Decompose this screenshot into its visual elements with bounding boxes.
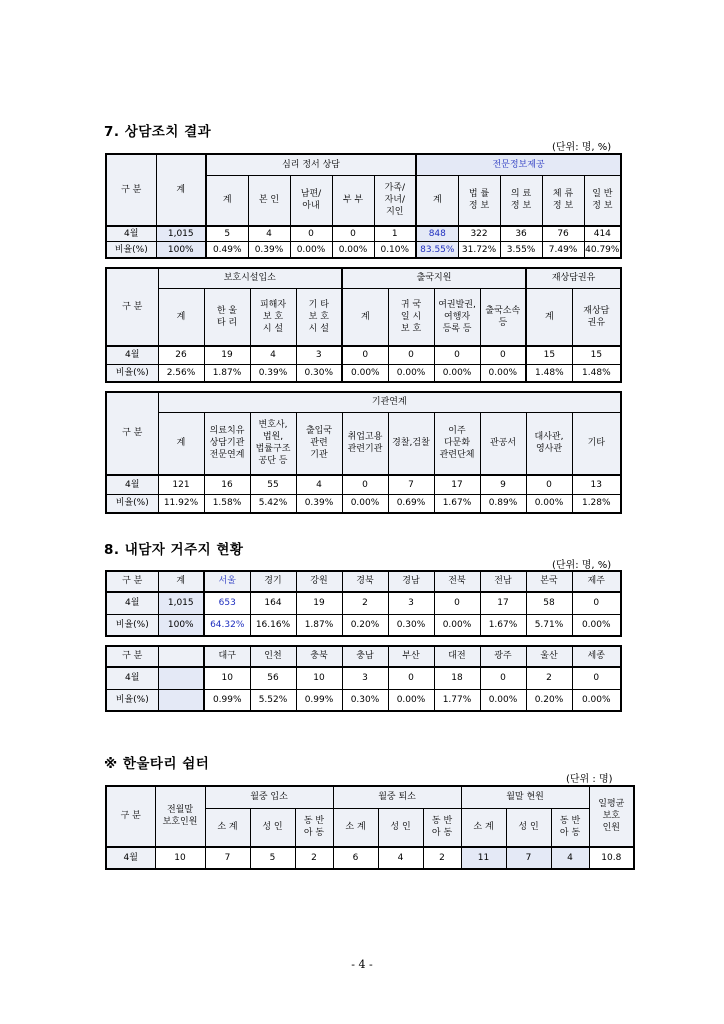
column-header: 서울 <box>204 571 250 592</box>
table-cell: 0 <box>342 346 388 364</box>
table-cell: 5.71% <box>526 614 572 636</box>
table-cell: 31.72% <box>458 242 500 258</box>
table-cell: 11.92% <box>158 494 204 513</box>
column-header: 기 타 보 호 시 설 <box>296 288 342 346</box>
table-cell: 0.00% <box>480 364 526 382</box>
table-cell: 2 <box>295 847 333 869</box>
row-label: 비율(%) <box>106 689 158 711</box>
table-cell: 17 <box>434 475 480 494</box>
group-header-shelter: 보호시설입소 <box>158 268 342 288</box>
row-total: 1,015 <box>156 226 206 242</box>
table-cell: 3 <box>296 346 342 364</box>
table-cell: 414 <box>584 226 621 242</box>
table-cell: 0.30% <box>388 614 434 636</box>
column-header: 계 <box>158 412 204 475</box>
table-cell: 10 <box>155 847 205 869</box>
table-cell: 1,015 <box>158 592 204 614</box>
row-label: 비율(%) <box>106 364 158 382</box>
table-cell: 0.69% <box>388 494 434 513</box>
table-cell: 0.00% <box>388 689 434 711</box>
table-cell: 2.56% <box>158 364 204 382</box>
shelter-title: ※ 한울타리 쉼터 <box>104 756 210 772</box>
section-7-unit: (단위: 명, %) <box>552 142 612 153</box>
table-cell: 2 <box>423 847 461 869</box>
table-cell: 0 <box>526 475 572 494</box>
table-cell: 16 <box>204 475 250 494</box>
table-cell <box>158 689 204 711</box>
table-cell: 18 <box>434 667 480 689</box>
column-header: 기타 <box>572 412 621 475</box>
table-cell: 1.77% <box>434 689 480 711</box>
column-header: 대전 <box>434 646 480 667</box>
table-cell: 1.67% <box>434 494 480 513</box>
table-cell: 3.55% <box>500 242 542 258</box>
table-cell: 0.00% <box>290 242 332 258</box>
table-cell: 0.00% <box>332 242 374 258</box>
column-header: 울산 <box>526 646 572 667</box>
column-header: 광주 <box>480 646 526 667</box>
column-header: 제주 <box>572 571 621 592</box>
row-label: 비율(%) <box>106 614 158 636</box>
table-cell: 0.00% <box>526 494 572 513</box>
table-cell: 10.8 <box>589 847 634 869</box>
table-cell: 0 <box>332 226 374 242</box>
group-header-departure: 출국지원 <box>342 268 526 288</box>
table-cell: 0.99% <box>204 689 250 711</box>
table-cell: 16.16% <box>250 614 296 636</box>
column-header: 피해자 보 호 시 설 <box>250 288 296 346</box>
row-label: 비율(%) <box>106 494 158 513</box>
column-header: 본 인 <box>248 175 290 225</box>
column-header: 계 <box>342 288 388 346</box>
gubun-header: 구 분 <box>106 786 155 847</box>
counseling-action-table-1 <box>105 153 622 259</box>
group-header-info: 전문정보제공 <box>416 154 621 175</box>
table-cell: 0.30% <box>296 364 342 382</box>
table-cell: 0 <box>480 667 526 689</box>
table-cell: 10 <box>204 667 250 689</box>
table-cell: 0.00% <box>342 364 388 382</box>
section-8-title: 8. 내담자 거주지 현황 <box>104 542 244 558</box>
table-cell: 1.87% <box>204 364 250 382</box>
table-cell: 19 <box>296 592 342 614</box>
table-cell: 5 <box>250 847 295 869</box>
column-header: 경남 <box>388 571 434 592</box>
table-cell: 848 <box>416 226 458 242</box>
table-cell: 7 <box>506 847 551 869</box>
table-cell: 2 <box>526 667 572 689</box>
table-cell: 0.39% <box>296 494 342 513</box>
table-cell: 5 <box>206 226 248 242</box>
counseling-action-table-2 <box>105 267 622 383</box>
table-cell: 5.52% <box>250 689 296 711</box>
table-cell: 0 <box>480 346 526 364</box>
table-cell: 0.20% <box>526 689 572 711</box>
table-cell: 164 <box>250 592 296 614</box>
table-cell: 7.49% <box>542 242 584 258</box>
column-header: 가족/ 자녀/ 지인 <box>374 175 416 225</box>
row-label: 4월 <box>106 667 158 689</box>
column-header: 계 <box>158 288 204 346</box>
column-header: 소 계 <box>205 808 250 846</box>
column-header: 재상담 권유 <box>572 288 621 346</box>
column-header: 전남 <box>480 571 526 592</box>
residence-table-1 <box>105 570 622 637</box>
shelter-unit: (단위 : 명) <box>566 774 613 785</box>
row-label: 4월 <box>106 226 156 242</box>
table-cell: 0.39% <box>248 242 290 258</box>
table-cell: 1.87% <box>296 614 342 636</box>
row-label: 4월 <box>106 592 158 614</box>
table-cell: 1.58% <box>204 494 250 513</box>
group-header-current: 월말 현원 <box>461 786 589 808</box>
row-label: 4월 <box>106 475 158 494</box>
gubun-header: 구 분 <box>106 392 158 475</box>
table-cell: 0 <box>342 475 388 494</box>
column-header: 의료치유 상담기관 전문연계 <box>204 412 250 475</box>
table-cell: 55 <box>250 475 296 494</box>
table-cell: 26 <box>158 346 204 364</box>
column-header: 여권발권, 여행자 등록 등 <box>434 288 480 346</box>
table-cell: 0.99% <box>296 689 342 711</box>
table-cell: 0.00% <box>434 614 480 636</box>
row-label: 4월 <box>106 847 155 869</box>
table-cell: 0.00% <box>388 364 434 382</box>
row-label: 비율(%) <box>106 242 156 258</box>
column-header: 출국소속 등 <box>480 288 526 346</box>
row-total: 100% <box>156 242 206 258</box>
column-header: 전북 <box>434 571 480 592</box>
shelter-table <box>105 785 635 870</box>
table-cell: 6 <box>333 847 378 869</box>
column-header: 성 인 <box>250 808 295 846</box>
column-header: 변호사, 법원, 법률구조 공단 등 <box>250 412 296 475</box>
column-header: 대구 <box>204 646 250 667</box>
table-cell: 0 <box>434 592 480 614</box>
table-cell: 0.00% <box>572 689 621 711</box>
table-cell: 121 <box>158 475 204 494</box>
column-header: 충북 <box>296 646 342 667</box>
table-cell: 653 <box>204 592 250 614</box>
table-cell: 1 <box>374 226 416 242</box>
column-header: 관공서 <box>480 412 526 475</box>
total-header: 계 <box>156 154 206 226</box>
column-header: 이주 다문화 관련단체 <box>434 412 480 475</box>
column-header: 동 반 아 동 <box>423 808 461 846</box>
column-header: 동 반 아 동 <box>551 808 589 846</box>
column-header: 계 <box>158 571 204 592</box>
column-header: 출입국 관련 기관 <box>296 412 342 475</box>
gubun-header: 구 분 <box>106 268 158 346</box>
counseling-action-table-3 <box>105 391 622 514</box>
table-cell: 0.00% <box>480 689 526 711</box>
table-cell: 1.48% <box>572 364 621 382</box>
column-header: 경기 <box>250 571 296 592</box>
column-header: 한 울 타 리 <box>204 288 250 346</box>
prev-month-header: 전월말 보호인원 <box>155 786 205 847</box>
column-header: 귀 국 일 시 보 호 <box>388 288 434 346</box>
column-header: 동 반 아 동 <box>295 808 333 846</box>
column-header: 부산 <box>388 646 434 667</box>
column-header: 구 분 <box>106 646 158 667</box>
column-header: 인천 <box>250 646 296 667</box>
section-7-title: 7. 상담조치 결과 <box>104 124 212 140</box>
table-cell: 64.32% <box>204 614 250 636</box>
column-header: 계 <box>526 288 572 346</box>
table-cell: 9 <box>480 475 526 494</box>
table-cell: 36 <box>500 226 542 242</box>
table-cell: 0 <box>388 667 434 689</box>
table-cell: 7 <box>388 475 434 494</box>
table-cell <box>158 667 204 689</box>
column-header: 계 <box>206 175 248 225</box>
table-cell: 0.00% <box>572 614 621 636</box>
page-number: - 4 - <box>351 958 373 971</box>
column-header: 충남 <box>342 646 388 667</box>
table-cell: 0.10% <box>374 242 416 258</box>
column-header <box>158 646 204 667</box>
table-cell: 56 <box>250 667 296 689</box>
table-cell: 4 <box>296 475 342 494</box>
table-cell: 5.42% <box>250 494 296 513</box>
table-cell: 1.48% <box>526 364 572 382</box>
column-header: 남편/ 아내 <box>290 175 332 225</box>
group-header-psych: 심리 정서 상담 <box>206 154 416 175</box>
column-header: 취업고용 관련기관 <box>342 412 388 475</box>
column-header: 법 률 정 보 <box>458 175 500 225</box>
column-header: 본국 <box>526 571 572 592</box>
gubun-header: 구 분 <box>106 154 156 226</box>
column-header: 의 료 정 보 <box>500 175 542 225</box>
table-cell: 0.49% <box>206 242 248 258</box>
group-header-agency: 기관연계 <box>158 392 621 412</box>
table-cell: 13 <box>572 475 621 494</box>
column-header: 세종 <box>572 646 621 667</box>
table-cell: 15 <box>572 346 621 364</box>
table-cell: 0.39% <box>250 364 296 382</box>
table-cell: 4 <box>378 847 423 869</box>
group-header-discharge: 월중 퇴소 <box>333 786 461 808</box>
column-header: 일 반 정 보 <box>584 175 621 225</box>
column-header: 성 인 <box>378 808 423 846</box>
table-cell: 4 <box>551 847 589 869</box>
table-cell: 76 <box>542 226 584 242</box>
table-cell: 1.28% <box>572 494 621 513</box>
table-cell: 0.30% <box>342 689 388 711</box>
table-cell: 0.00% <box>342 494 388 513</box>
table-cell: 0 <box>572 592 621 614</box>
table-cell: 0 <box>290 226 332 242</box>
column-header: 계 <box>416 175 458 225</box>
row-label: 4월 <box>106 346 158 364</box>
column-header: 경찰,검찰 <box>388 412 434 475</box>
column-header: 소 계 <box>461 808 506 846</box>
table-cell: 4 <box>250 346 296 364</box>
table-cell: 15 <box>526 346 572 364</box>
table-cell: 0.00% <box>434 364 480 382</box>
group-header-recounsel: 재상담권유 <box>526 268 621 288</box>
table-cell: 19 <box>204 346 250 364</box>
table-cell: 0.20% <box>342 614 388 636</box>
column-header: 대사관, 영사관 <box>526 412 572 475</box>
column-header: 강원 <box>296 571 342 592</box>
table-cell: 0 <box>388 346 434 364</box>
table-cell: 3 <box>342 667 388 689</box>
table-cell: 4 <box>248 226 290 242</box>
table-cell: 3 <box>388 592 434 614</box>
residence-table-2 <box>105 645 622 712</box>
daily-average-header: 일평균 보호 인원 <box>589 786 634 847</box>
table-cell: 2 <box>342 592 388 614</box>
column-header: 성 인 <box>506 808 551 846</box>
table-cell: 17 <box>480 592 526 614</box>
table-cell: 0 <box>434 346 480 364</box>
table-cell: 322 <box>458 226 500 242</box>
column-header: 부 부 <box>332 175 374 225</box>
column-header: 구 분 <box>106 571 158 592</box>
table-cell: 1.67% <box>480 614 526 636</box>
table-cell: 40.79% <box>584 242 621 258</box>
table-cell: 100% <box>158 614 204 636</box>
table-cell: 0 <box>572 667 621 689</box>
column-header: 체 류 정 보 <box>542 175 584 225</box>
table-cell: 7 <box>205 847 250 869</box>
table-cell: 11 <box>461 847 506 869</box>
column-header: 소 계 <box>333 808 378 846</box>
group-header-admit: 월중 입소 <box>205 786 333 808</box>
table-cell: 83.55% <box>416 242 458 258</box>
section-8-unit: (단위: 명, %) <box>552 560 612 571</box>
table-cell: 0.89% <box>480 494 526 513</box>
table-cell: 10 <box>296 667 342 689</box>
table-cell: 58 <box>526 592 572 614</box>
column-header: 경북 <box>342 571 388 592</box>
